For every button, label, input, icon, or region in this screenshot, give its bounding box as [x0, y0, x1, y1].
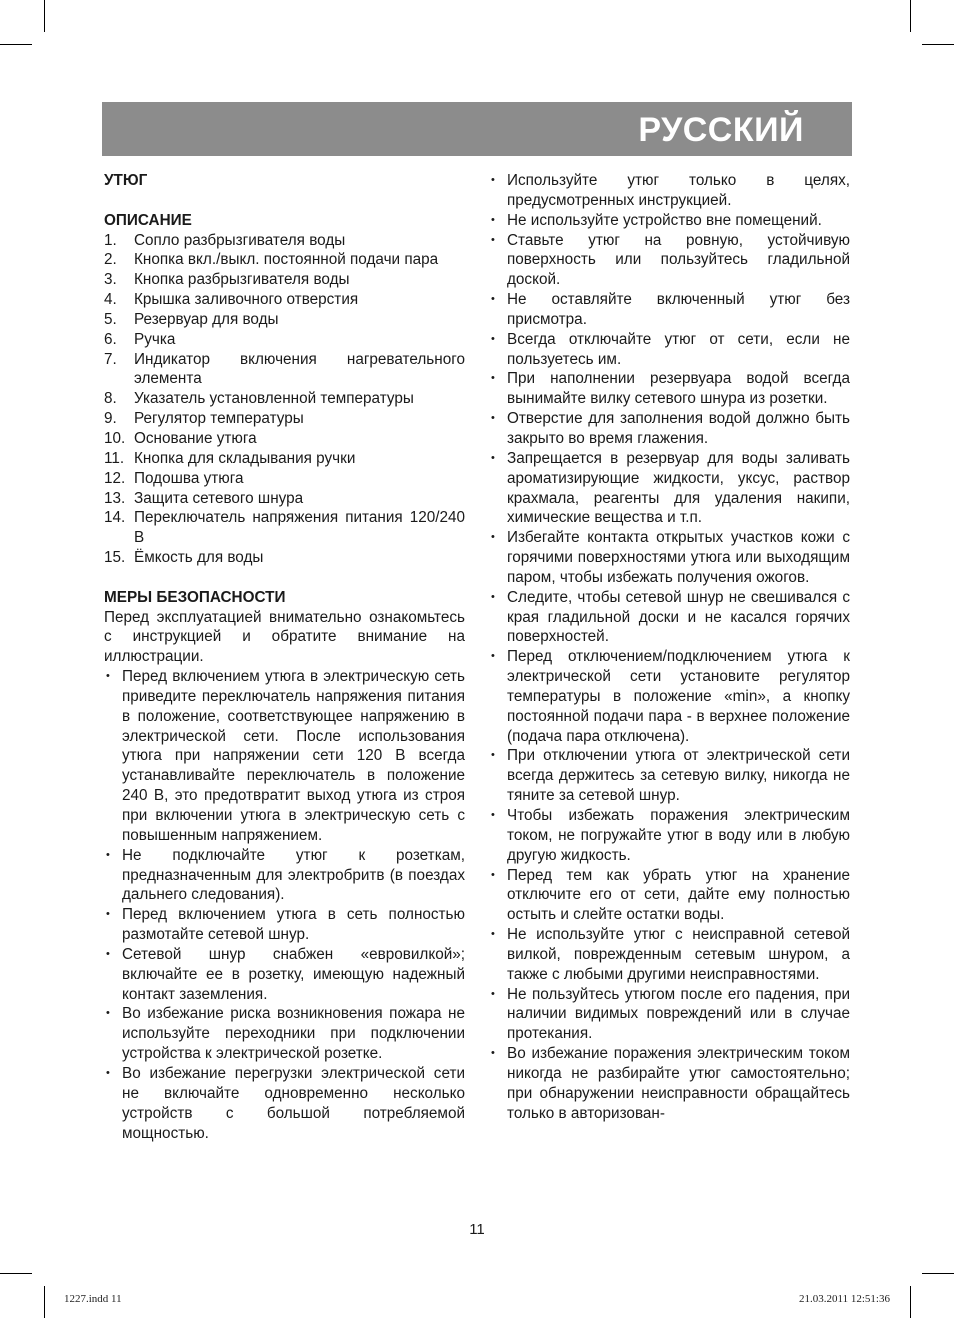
list-item-text: Не оставляйте включенный утюг без присмотра.: [507, 291, 850, 328]
list-item-text: Запрещается в резервуар для воды заливать ароматизирующие жидкости, уксус, раствор крахмала, реагенты для удаления накипи, химические вещества и т.п.: [507, 449, 850, 527]
list-item-number: 10.: [104, 429, 126, 447]
list-item-text: Кнопка для складывания ручки: [134, 449, 356, 467]
list-item-text: Не подключайте утюг к розеткам, предназначенным для электробритв (в поездах дальнего следования).: [122, 846, 465, 904]
list-item-text: Основание утюга: [134, 429, 257, 447]
bullet-icon: •: [491, 174, 495, 186]
list-item-text: Отверстие для заполнения водой должно быть закрыто во время глажения.: [507, 410, 850, 447]
list-item-text: При отключении утюга от электрической сети всегда держитесь за сетевую вилку, никогда не тяните за сетевой шнур.: [507, 747, 850, 805]
list-item-text: Не используйте устройство вне помещений.: [507, 211, 822, 229]
list-item-number: 12.: [104, 469, 126, 487]
list-item-number: 2.: [104, 251, 117, 269]
list-item: [104, 250, 465, 270]
list-item: [104, 667, 465, 846]
list-item-text: Во избежание риска возникновения пожара не используйте переходники при подключении устройства к электрической розетке.: [122, 1005, 465, 1063]
list-item: [104, 469, 465, 489]
list-item: [104, 489, 465, 509]
safety-heading: МЕРЫ БЕЗОПАСНОСТИ: [104, 588, 286, 606]
crop-mark: [44, 1286, 45, 1318]
list-item: [104, 290, 465, 310]
list-item: [489, 211, 850, 231]
bullet-icon: •: [491, 987, 495, 1000]
list-item-text: Указатель установленной температуры: [134, 390, 414, 408]
list-item-number: 9.: [104, 410, 117, 428]
list-item-number: 14.: [104, 509, 126, 527]
list-item-text: Защита сетевого шнура: [134, 489, 304, 507]
safety-list-left: [104, 667, 465, 1143]
crop-mark: [910, 0, 911, 32]
list-item-text: Подошва утюга: [134, 469, 244, 487]
language-title: РУССКИЙ: [638, 111, 804, 149]
list-item: [104, 389, 465, 409]
list-item-text: Перед отключением/подключением утюга к электрической сети установите регулятор температуры в положение «min», а кнопку постоянной подачи пара - в верхнее положение (подача пара отключена).: [507, 648, 850, 745]
list-item: [104, 270, 465, 290]
list-item: [104, 548, 465, 568]
list-item-text: Используйте утюг только в целях, предусмотренных инструкцией.: [507, 172, 850, 209]
crop-mark: [0, 1273, 32, 1274]
bullet-icon: •: [491, 372, 495, 385]
list-item-text: Перед включением утюга в электрическую сеть приведите переключатель напряжения питания в положение, соответствующее напряжению в электрической сети. После использования утюга при напряжении сети 120 В всегда устанавливайте переключатель в положение 240 В, это предотвратит выход утюга из строя при включении утюга в электрическую сеть с повышенным напряжением.: [122, 668, 465, 844]
crop-mark: [922, 44, 954, 45]
parts-list: [104, 231, 465, 568]
list-item: [104, 429, 465, 449]
bullet-icon: •: [491, 928, 495, 941]
list-item-text: Всегда отключайте утюг от сети, если не пользуетесь им.: [507, 330, 850, 368]
list-item: [104, 231, 465, 251]
footer-file: 1227.indd 11: [64, 1293, 122, 1305]
list-item: [489, 528, 850, 588]
list-item-text: Сетевой шнур снабжен «евровилкой»; включайте ее в розетку, имеющую надежный контакт заземления.: [122, 945, 465, 1003]
footer-datetime: 21.03.2011 12:51:36: [799, 1293, 890, 1305]
safety-list-right: [489, 171, 850, 1124]
list-item-text: Во избежание перегрузки электрической сети не включайте одновременно несколько устройств с большой потребляемой мощностью.: [122, 1064, 465, 1142]
list-item-number: 15.: [104, 549, 126, 567]
list-item-text: При наполнении резервуара водой всегда вынимайте вилку сетевого шнура из розетки.: [507, 370, 850, 408]
list-item: [104, 449, 465, 469]
list-item-text: Индикатор включения нагревательного элемента: [134, 350, 465, 388]
list-item: [104, 310, 465, 330]
list-item: [489, 647, 850, 746]
list-item-text: Ёмкость для воды: [134, 549, 264, 567]
list-item: [489, 1044, 850, 1123]
left-column: [104, 171, 465, 1143]
list-item: [104, 1064, 465, 1143]
list-item: [489, 231, 850, 291]
list-item: [489, 290, 850, 330]
list-item-text: Крышка заливочного отверстия: [134, 291, 359, 309]
list-item: [489, 369, 850, 409]
safety-intro: Перед эксплуатацией внимательно ознакомьтесь с инструкцией и обратите внимание на иллюстрации.: [104, 608, 465, 666]
bullet-icon: •: [106, 1007, 110, 1020]
list-item: [104, 1004, 465, 1064]
list-item: [489, 409, 850, 449]
bullet-icon: •: [491, 1047, 495, 1060]
crop-mark: [922, 1273, 954, 1274]
list-item-text: Кнопка разбрызгивателя воды: [134, 271, 350, 289]
list-item-text: Ставьте утюг на ровную, устойчивую поверхность или пользуйтесь гладильной доской.: [507, 231, 850, 289]
list-item-text: Переключатель напряжения питания 120/240 В: [134, 509, 465, 547]
list-item-text: Ручка: [134, 330, 176, 348]
list-item-text: Чтобы избежать поражения электрическим током, не погружайте утюг в воду или в любую другую жидкость.: [507, 807, 850, 864]
description-heading: ОПИСАНИЕ: [104, 211, 192, 229]
list-item: [104, 330, 465, 350]
list-item-number: 11.: [104, 449, 125, 467]
bullet-icon: •: [491, 531, 495, 544]
bullet-icon: •: [491, 809, 495, 821]
crop-mark: [0, 44, 32, 45]
bullet-icon: •: [106, 1066, 110, 1079]
list-item-text: Избегайте контакта открытых участков кожи с горячими поверхностями утюга или выходящим паром, чтобы избежать получения ожогов.: [507, 529, 850, 586]
crop-mark: [910, 1286, 911, 1318]
bullet-icon: •: [106, 908, 110, 921]
list-item: [489, 866, 850, 926]
list-item-number: 4.: [104, 291, 117, 309]
bullet-icon: •: [106, 670, 110, 683]
list-item-text: Перед включением утюга в сеть полностью размотайте сетевой шнур.: [122, 906, 465, 944]
list-item-text: Резервуар для воды: [134, 310, 279, 328]
page-number: 11: [469, 1221, 485, 1238]
bullet-icon: •: [491, 590, 495, 603]
bullet-icon: •: [491, 749, 495, 762]
list-item-number: 1.: [104, 231, 117, 249]
list-item-number: 13.: [104, 489, 126, 507]
list-item-text: Перед тем как убрать утюг на хранение отключите его от сети, дайте ему полностью остыть и слейте остатки воды.: [507, 866, 850, 924]
bullet-icon: •: [491, 451, 495, 464]
list-item-text: Не используйте утюг с неисправной сетевой вилкой, поврежденным сетевым шнуром, а также с любыми другими неисправностями.: [507, 926, 850, 983]
bullet-icon: •: [491, 293, 495, 306]
list-item: [104, 945, 465, 1005]
bullet-icon: •: [491, 332, 495, 345]
bullet-icon: •: [491, 213, 495, 226]
list-item: [489, 330, 850, 370]
list-item: [104, 905, 465, 945]
list-item: [104, 409, 465, 429]
bullet-icon: •: [106, 947, 110, 960]
list-item-number: 6.: [104, 330, 117, 348]
bullet-icon: •: [491, 412, 495, 425]
list-item: [489, 746, 850, 806]
list-item-number: 5.: [104, 310, 117, 328]
right-column: [489, 171, 850, 1124]
list-item-text: Сопло разбрызгивателя воды: [134, 231, 346, 249]
list-item: [489, 588, 850, 648]
list-item-text: Во избежание поражения электрическим током никогда не разбирайте утюг самостоятельно; при обнаружении неисправности обращайтесь только в авторизован-: [507, 1045, 850, 1122]
list-item: [489, 806, 850, 866]
list-item-text: Не пользуйтесь утюгом после его падения, при наличии видимых повреждений или в случае протекания.: [507, 985, 850, 1043]
list-item: [104, 508, 465, 548]
list-item-number: 3.: [104, 271, 117, 289]
bullet-icon: •: [491, 650, 495, 663]
bullet-icon: •: [106, 848, 110, 861]
list-item: [104, 846, 465, 906]
list-item: [489, 449, 850, 528]
list-item: [489, 925, 850, 985]
list-item-number: 8.: [104, 390, 117, 408]
crop-mark: [44, 0, 45, 32]
list-item-text: Кнопка вкл./выкл. постоянной подачи пара: [134, 251, 439, 269]
list-item-number: 7.: [104, 350, 117, 368]
language-banner: [102, 102, 852, 156]
list-item: [104, 350, 465, 390]
bullet-icon: •: [491, 868, 495, 881]
list-item-text: Следите, чтобы сетевой шнур не свешивался с края гладильной доски и не касался горячих поверхностей.: [507, 588, 850, 646]
product-title: УТЮГ: [104, 172, 148, 189]
list-item: [489, 985, 850, 1045]
list-item: [489, 171, 850, 211]
bullet-icon: •: [491, 233, 495, 246]
list-item-text: Регулятор температуры: [134, 410, 304, 428]
